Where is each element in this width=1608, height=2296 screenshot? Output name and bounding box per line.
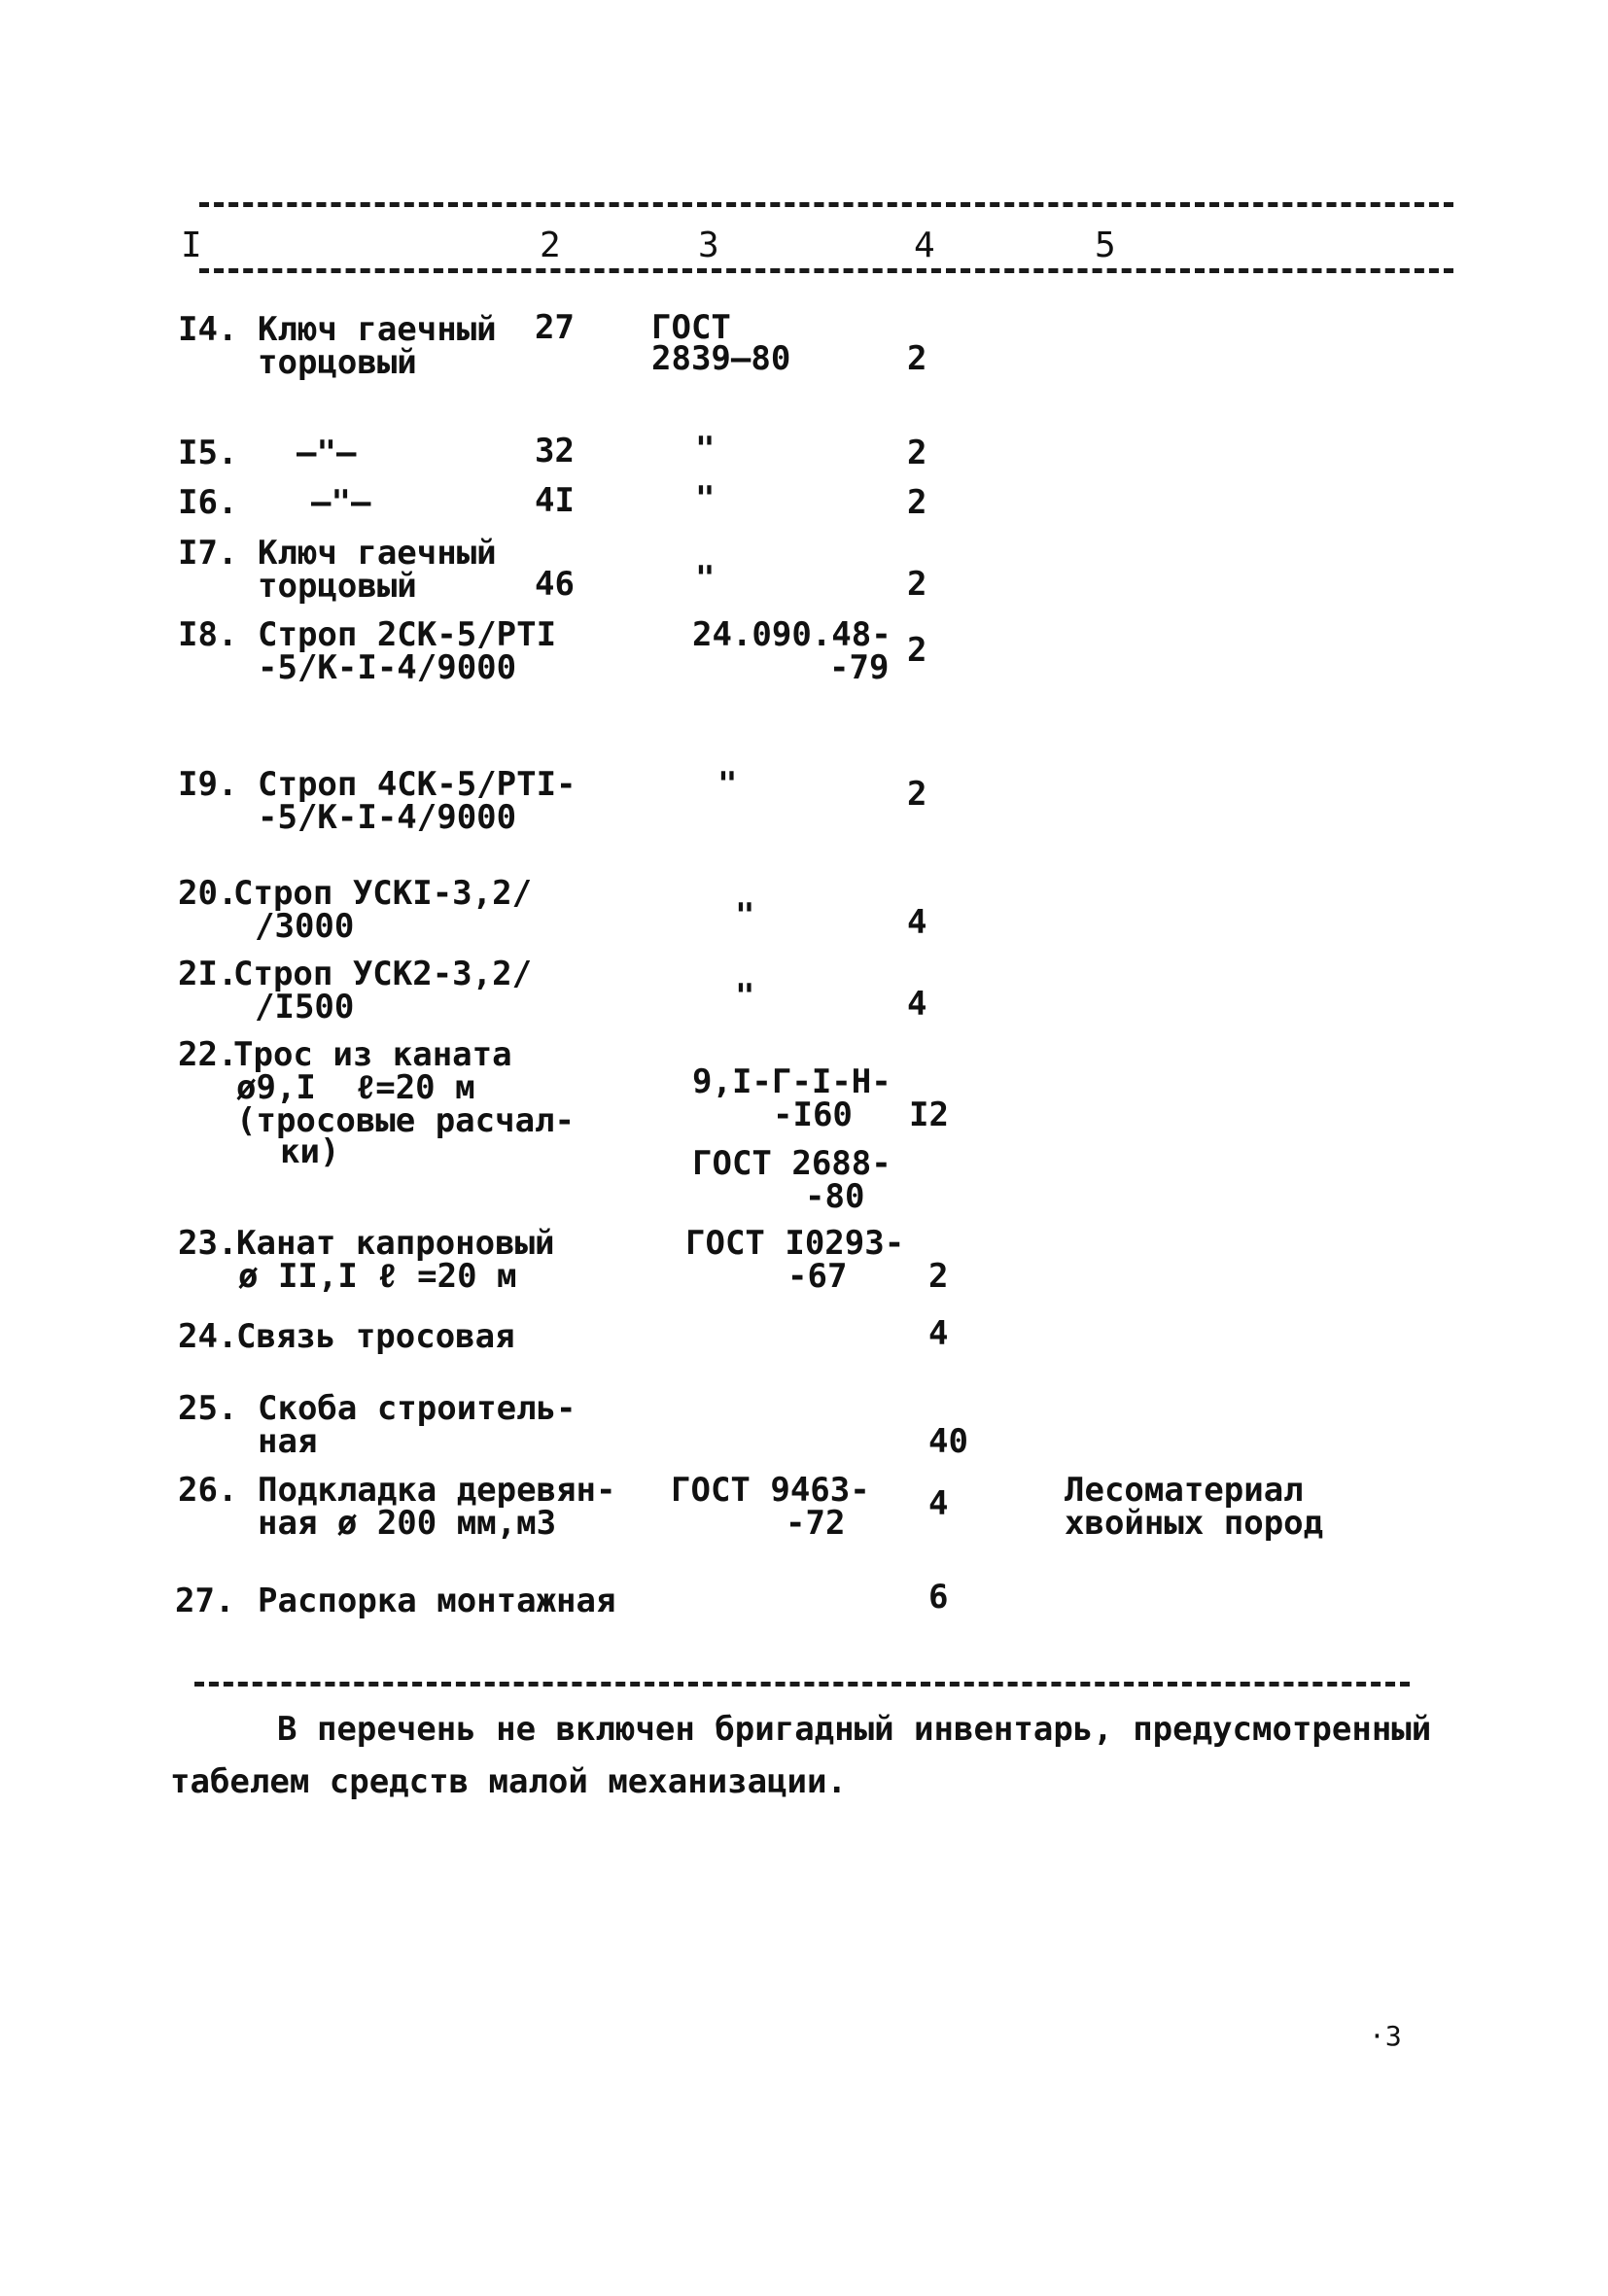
item-name: Связь тросовая xyxy=(236,1317,515,1356)
table-top-rule xyxy=(199,202,1453,207)
item-standard: 2839–80 xyxy=(651,339,791,378)
item-name: (тросовые расчал- xyxy=(236,1101,575,1140)
item-quantity: 2 xyxy=(907,483,927,522)
column-header-2: 2 xyxy=(540,226,561,265)
item-quantity: 2 xyxy=(907,565,927,604)
item-standard: -72 xyxy=(786,1504,846,1543)
column-header-5: 5 xyxy=(1095,226,1116,265)
header-bottom-rule xyxy=(199,268,1453,273)
item-standard: " xyxy=(695,559,716,598)
item-standard: ГОСТ 2688- xyxy=(692,1144,891,1183)
item-name: –"– xyxy=(311,483,371,522)
footnote-line: табелем средств малой механизации. xyxy=(170,1762,847,1801)
item-name: -5/К-I-4/9000 xyxy=(258,648,517,687)
item-quantity: 2 xyxy=(907,339,927,378)
item-standard: " xyxy=(695,430,716,469)
item-name: Строп УСК2-3,2/ xyxy=(233,955,533,993)
row-number: 23. xyxy=(178,1224,238,1263)
item-note: хвойных пород xyxy=(1065,1504,1324,1543)
item-quantity: 40 xyxy=(928,1422,968,1461)
row-number: 24. xyxy=(178,1317,238,1356)
item-standard: -I60 xyxy=(773,1096,853,1134)
item-name: Ключ гаечный xyxy=(258,534,497,573)
item-name: Подкладка деревян- xyxy=(258,1471,616,1510)
item-name: Строп УСКI-3,2/ xyxy=(233,874,533,913)
column-header-4: 4 xyxy=(914,226,935,265)
item-quantity: 2 xyxy=(928,1257,949,1296)
item-name: Строп 4СК-5/РТI- xyxy=(258,765,577,804)
item-standard: " xyxy=(717,765,738,804)
row-number: 26. xyxy=(178,1471,238,1510)
item-standard: ГОСТ xyxy=(651,308,731,347)
row-number: I9. xyxy=(178,765,238,804)
item-standard: " xyxy=(695,479,716,518)
item-quantity: 4 xyxy=(907,985,927,1024)
item-quantity: 4 xyxy=(928,1484,949,1523)
item-standard: -67 xyxy=(787,1257,848,1296)
item-quantity: 2 xyxy=(907,434,927,472)
item-name: Строп 2СК-5/РТI xyxy=(258,615,557,654)
item-name: Скоба строитель- xyxy=(258,1389,577,1428)
item-quantity: 2 xyxy=(907,775,927,814)
row-number: I6. xyxy=(178,483,238,522)
item-name: ная xyxy=(258,1422,318,1461)
item-quantity: 2 xyxy=(907,631,927,670)
item-name: /I500 xyxy=(255,988,355,1026)
item-standard: 9,I-Г-I-Н- xyxy=(692,1062,891,1101)
item-name: –"– xyxy=(297,434,357,472)
item-standard: " xyxy=(735,977,755,1016)
item-note: Лесоматериал xyxy=(1065,1471,1304,1510)
row-number: I7. xyxy=(178,534,238,573)
item-name: Ключ гаечный xyxy=(258,310,497,349)
item-size: 46 xyxy=(535,565,575,604)
item-quantity: 6 xyxy=(928,1578,949,1617)
item-name: ная ø 200 мм,м3 xyxy=(258,1504,557,1543)
item-standard: -80 xyxy=(805,1177,865,1216)
item-name: ø9,I ℓ=20 м xyxy=(236,1068,475,1107)
item-name: торцовый xyxy=(258,567,417,606)
page-mark: ·3 xyxy=(1369,2020,1402,2052)
item-quantity: 4 xyxy=(928,1314,949,1353)
column-header-3: 3 xyxy=(698,226,719,265)
item-size: 32 xyxy=(535,432,575,470)
item-name: Канат капроновый xyxy=(236,1224,555,1263)
item-name: ки) xyxy=(280,1132,340,1171)
row-number: I5. xyxy=(178,434,238,472)
table-bottom-rule xyxy=(194,1682,1410,1687)
footnote-line: В перечень не включен бригадный инвентарь, предусмотренный xyxy=(277,1710,1432,1749)
item-standard: ГОСТ I0293- xyxy=(685,1224,905,1263)
row-number: 27. xyxy=(175,1582,235,1620)
row-number: I8. xyxy=(178,615,238,654)
row-number: 2I. xyxy=(178,955,238,993)
item-quantity: 4 xyxy=(907,903,927,942)
row-number: 25. xyxy=(178,1389,238,1428)
item-size: 4I xyxy=(535,481,575,520)
item-name: Трос из каната xyxy=(233,1035,512,1074)
item-name: торцовый xyxy=(258,343,417,382)
item-standard: -79 xyxy=(829,648,890,687)
item-name: /3000 xyxy=(255,907,355,946)
item-size: 27 xyxy=(535,308,575,347)
item-name: Распорка монтажная xyxy=(258,1582,616,1620)
row-number: I4. xyxy=(178,310,238,349)
item-standard: ГОСТ 9463- xyxy=(671,1471,870,1510)
column-header-1: I xyxy=(181,226,202,265)
item-standard: " xyxy=(735,896,755,935)
item-name: -5/К-I-4/9000 xyxy=(258,798,517,837)
item-quantity: I2 xyxy=(909,1096,949,1134)
row-number: 22. xyxy=(178,1035,238,1074)
item-name: ø II,I ℓ =20 м xyxy=(238,1257,517,1296)
item-standard: 24.090.48- xyxy=(692,615,891,654)
row-number: 20. xyxy=(178,874,238,913)
